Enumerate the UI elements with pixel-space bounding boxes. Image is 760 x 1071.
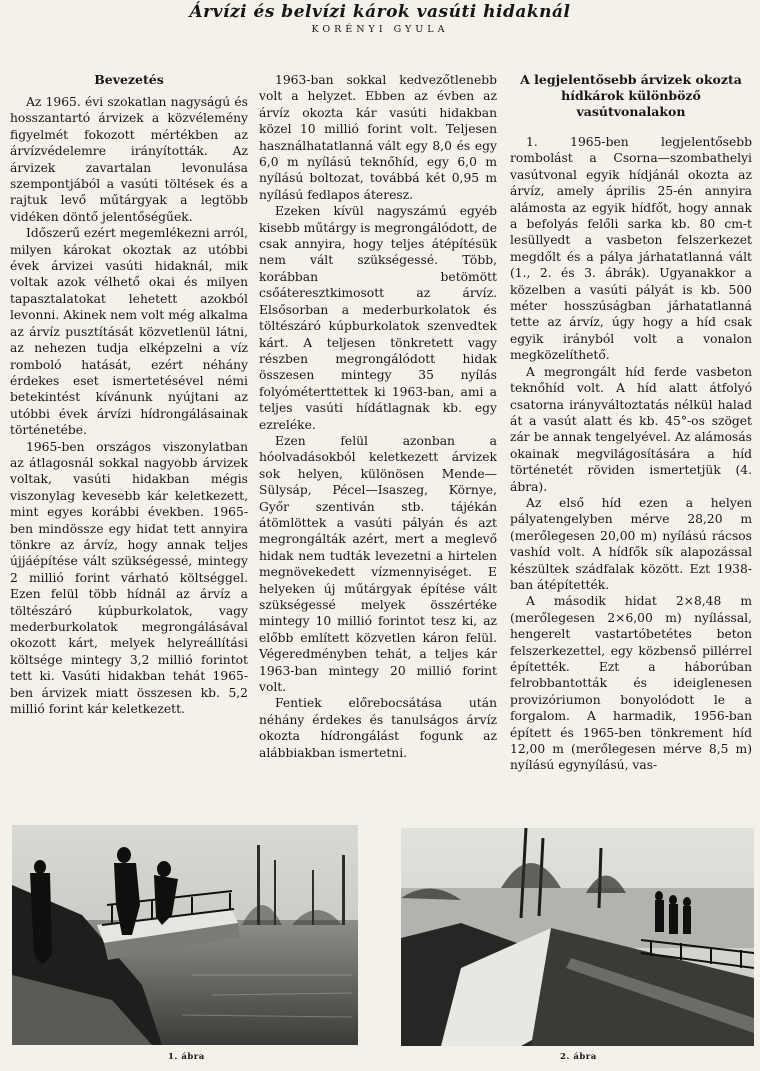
column-1 — [10, 70, 248, 717]
paragraph: Fentiek előrebocsátása után néhány érdekes és tanulságos árvíz okozta hídrongálást fogunk az alábbiakban ismertetni. — [259, 696, 497, 760]
article-author: KORÉNYI GYULA — [311, 24, 449, 35]
section-heading-intro: Bevezetés — [94, 72, 164, 87]
article-title: Árvízi és belvízi károk vasúti hidaknál — [189, 2, 571, 22]
figure-2-caption: 2. ábra — [560, 1052, 597, 1062]
figure-1-photo — [12, 825, 358, 1045]
paragraph: 1965-ben országos viszonylatban az átlagosnál sokkal nagyobb árvizek voltak, vasúti hidakban mégis viszonylag kevesebb kár keletkezett, mint egyes korábbi években. 1965-ben mindössze egy hidat tett annyira tönkre az árvíz, hogy annak teljes újjáépítése vált szükségessé, mintegy 2 millió forint várható költséggel. Ezen felül több hídnál az árvíz a töltészáró kúpburkolatok, vagy mederburkolatok megrongálásával okozott kárt, melyek helyreállítási költsége mintegy 3,2 millió forintot tett ki. Vasúti hidakban tehát 1965-ben árvizek miatt összesen kb. 5,2 millió forint kár keletkezett. — [10, 439, 248, 717]
paragraph: A megrongált híd ferde vasbeton teknőhíd volt. A híd alatt átfolyó csatorna irányváltoztatás nélkül halad át a vasút alatt és kb. 45°-os szöget zár be annak tengelyével. Az alámosás okainak megvilágosítására a híd történetét röviden ismertetjük (4. ábra). — [510, 364, 752, 494]
column-3 — [510, 72, 752, 774]
paragraph: Ezeken kívül nagyszámú egyéb kisebb műtárgy is megrongálódott, de csak annyira, hogy teljes átépítésük nem vált szükségessé. Több, korábban betömött csőáteresztkimosott az árvíz. Elsősorban a mederburkolatok és töltészáró kúpburkolatok szenvedtek kárt. A teljesen tönkretett vagy részben megrongálódott hidak összesen mintegy 35 nyílás folyóméterttettek ki 1963-ban, ami a teljes vasúti hídátlagnak kb. egy ezreléke. — [259, 204, 497, 432]
section-heading-damages: A legjelentősebb árvizek okozta hídkárok különböző vasútvonalakon — [520, 72, 742, 119]
paragraph: Az 1965. évi szokatlan nagyságú és hosszantartó árvizek a közvélemény figyelmét fokozott mértékben az árvízvédelemre irányították. Az árvizek zavartalan levonulása szempontjából a vasúti töltések és a rajtuk levő műtárgyak a legtöbb vidéken döntő jelentőségűek. — [10, 95, 248, 224]
column-2 — [259, 72, 497, 761]
paragraph: Ezen felül azonban a hóolvadásokból keletkezett árvizek sok helyen, különösen Mende—Sülysáp, Pécel—Isaszeg, Környe, Győr szentiván stb. tájékán átömlöttek a vasúti pályán és azt megrongálták azért, mert a meglevő hidak nem tudták levezetni a hirtelen megnövekedett vízmennyiséget. E helyeken új műtárgyak építése vált szükségessé melyek összértéke mintegy 10 millió forintot tesz ki, az előbb említett közvetlen káron felül. Végeredményben tehát, a teljes kár 1963-ban mintegy 20 millió forint volt. — [259, 433, 497, 695]
figure-2-photo — [401, 828, 754, 1046]
paragraph: 1. 1965-ben legjelentősebb rombolást a Csorna—szombathelyi vasútvonal egyik hídjánál okozta az árvíz, amely április 25-én annyira alámosta az egyik hídfőt, hogy annak a befolyás felőli sarka kb. 80 cm-t lesüllyedt a vasbeton felszerkezet megdőlt és a pálya járhatatlanná vált (1., 2. és 3. ábrák). Ugyanakkor a közelben a vasúti pályát is kb. 500 méter hosszúságban járhatatlanná tette az árvíz, úgy hogy a híd csak egyik irányból volt a vonalon megközelíthető. — [510, 135, 752, 363]
paragraph: Az első híd ezen a helyen pályatengelyben mérve 28,20 m (merőlegesen 20,00 m) nyílású rácsos vashíd volt. A hídfők sík alapozással készültek szádfalak között. Ezt 1938-ban átépítették. — [510, 495, 752, 592]
paragraph: A második hidat 2×8,48 m (merőlegesen 2×6,00 m) nyílással, hengerelt vastartóbetétes beton felszerkezettel, egy közbenső pillérrel építették. Ezt a háborúban felrobbantották és ideiglenesen provizóriumon bonyolódott le a forgalom. A harmadik, 1956-ban épített és 1965-ben tönkrement híd 12,00 m (merőlegesen mérve 8,5 m) nyílású egynyílású, vas- — [510, 594, 752, 773]
paragraph: 1963-ban sokkal kedvezőtlenebb volt a helyzet. Ebben az évben az árvíz okozta kár vasúti hidakban közel 10 millió forint volt. Teljesen használhatatlanná vált egy 8,0 és egy 6,0 m nyílású teknőhíd, egy 6,0 m nyílású boltozat, továbbá két 0,95 m nyílású fedlapos áteresz. — [259, 73, 497, 202]
figure-1-caption: 1. ábra — [168, 1052, 205, 1062]
paragraph: Időszerű ezért megemlékezni arról, milyen károkat okoztak az utóbbi évek árvizei vasúti hidaknál, mik voltak azok vélhető okai és milyen tapasztalatokat lehetett azokból levonni. Akinek nem volt még alkalma az árvíz pusztítását közvetlenül látni, az nehezen tudja elképzelni a víz romboló hatását, ezért néhány érdekes eset ismertetésével némi betekintést kívánunk nyújtani az utóbbi évek árvízi hídrongálásainak történetébe. — [10, 226, 248, 438]
